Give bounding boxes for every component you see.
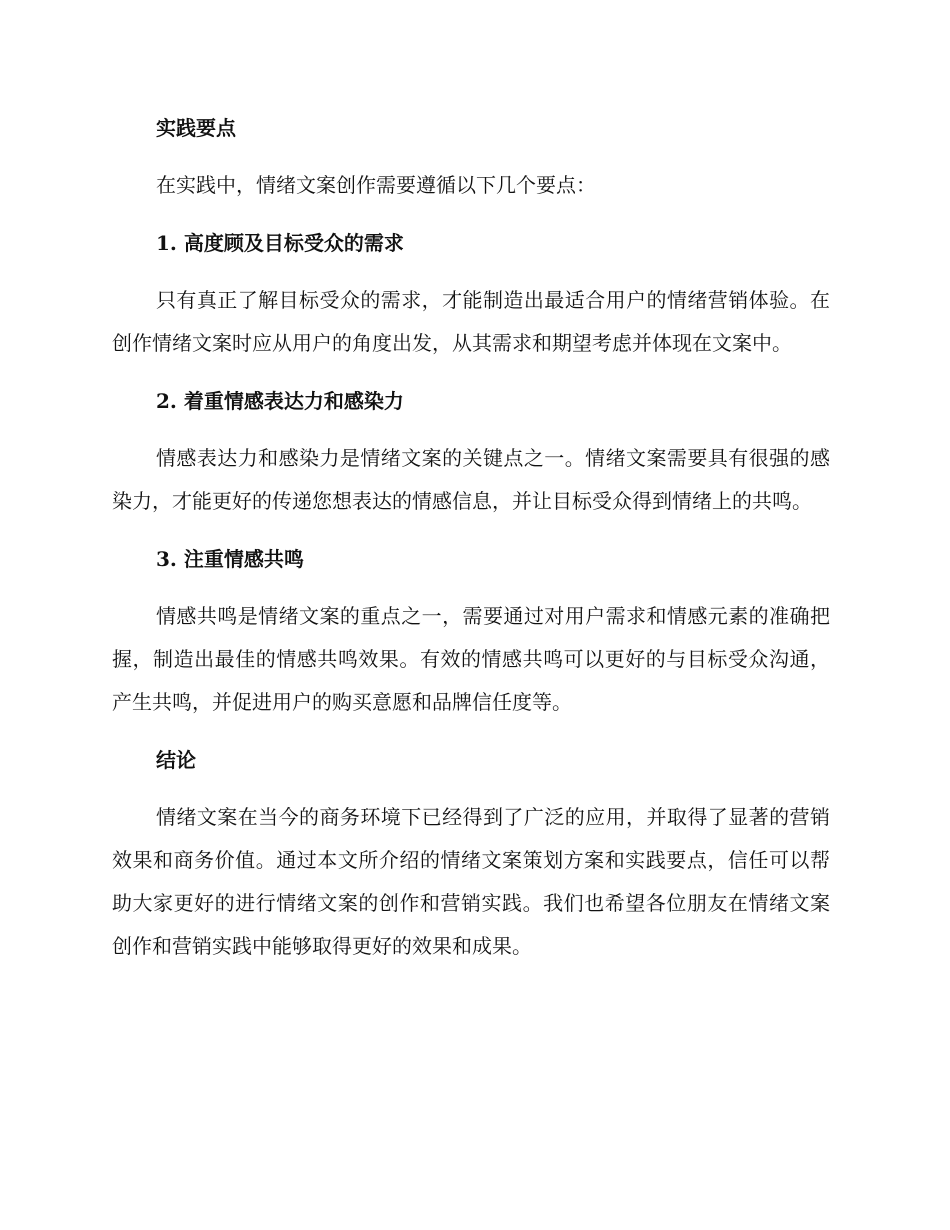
point-3-title: 3. 注重情感共鸣 <box>156 547 304 571</box>
point-2-title: 2. 着重情感表达力和感染力 <box>156 389 404 413</box>
point-1-body: 只有真正了解目标受众的需求，才能制造出最适合用户的情绪营销体验。在创作情绪文案时应从用户的角度出发，从其需求和期望考虑并体现在文案中。 <box>112 288 830 355</box>
intro-paragraph: 在实践中，情绪文案创作需要遵循以下几个要点： <box>156 173 596 197</box>
section-heading-conclusion: 结论 <box>156 748 196 772</box>
document-body <box>112 106 830 982</box>
point-2-body: 情感表达力和感染力是情绪文案的关键点之一。情绪文案需要具有很强的感染力，才能更好的传递您想表达的情感信息，并让目标受众得到情绪上的共鸣。 <box>112 446 830 513</box>
section-heading-practice: 实践要点 <box>156 116 236 140</box>
conclusion-paragraph: 情绪文案在当今的商务环境下已经得到了广泛的应用，并取得了显著的营销效果和商务价值。通过本文所介绍的情绪文案策划方案和实践要点，信任可以帮助大家更好的进行情绪文案的创作和营销实践。我们也希望各位朋友在情绪文案创作和营销实践中能够取得更好的效果和成果。 <box>112 805 830 958</box>
point-3-body: 情感共鸣是情绪文案的重点之一，需要通过对用户需求和情感元素的准确把握，制造出最佳的情感共鸣效果。有效的情感共鸣可以更好的与目标受众沟通，产生共鸣，并促进用户的购买意愿和品牌信任度等。 <box>112 604 830 714</box>
point-1-title: 1. 高度顾及目标受众的需求 <box>156 231 404 255</box>
